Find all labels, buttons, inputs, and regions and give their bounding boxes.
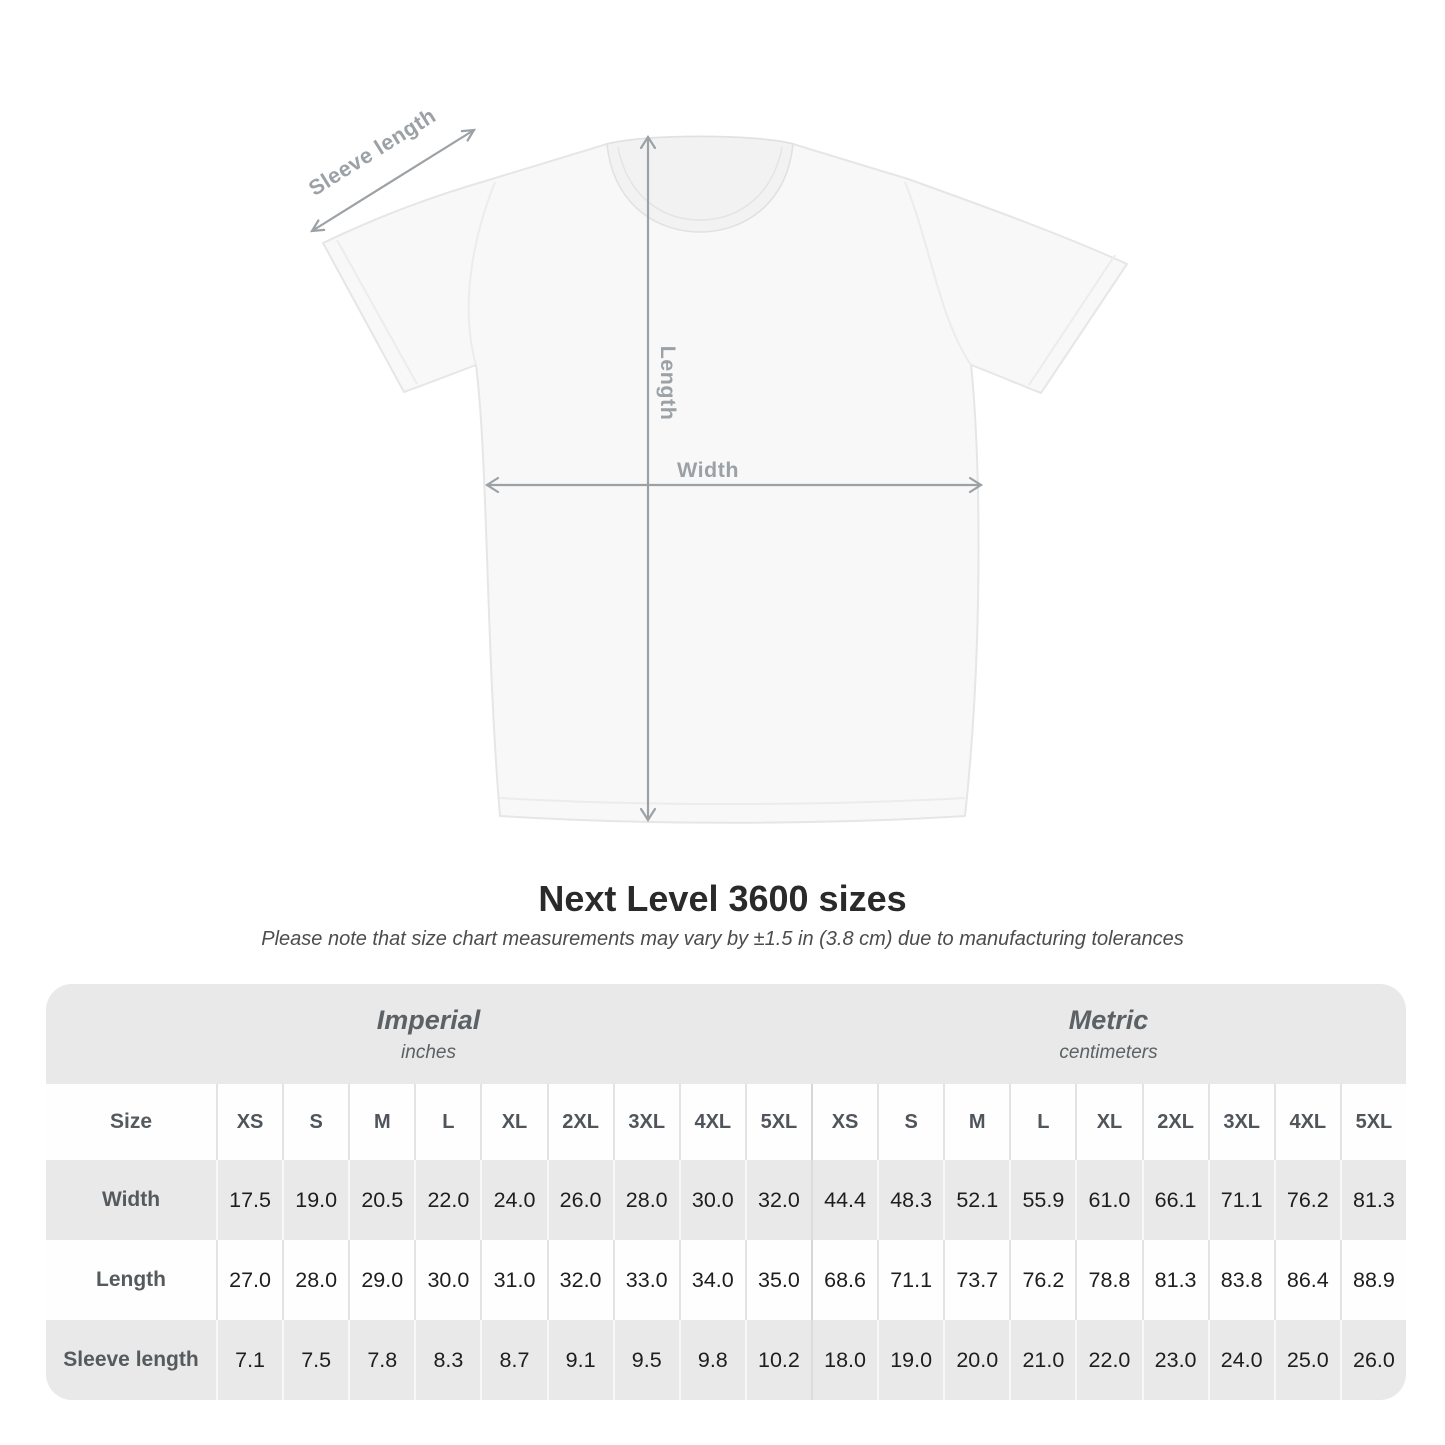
size-header-row (46, 1084, 1406, 1160)
size-cell: XS (216, 1084, 282, 1160)
size-cell: 5XL (1340, 1084, 1406, 1160)
size-table (46, 984, 1406, 1400)
value-cell: 31.0 (480, 1240, 546, 1320)
value-cell: 10.2 (745, 1320, 811, 1400)
value-cell: 8.7 (480, 1320, 546, 1400)
metric-header (811, 984, 1406, 1084)
sleeve-length-label: Sleeve length (304, 103, 441, 201)
value-cell: 78.8 (1075, 1240, 1141, 1320)
value-cell: 23.0 (1142, 1320, 1208, 1400)
value-cell: 19.0 (877, 1320, 943, 1400)
value-cell: 8.3 (414, 1320, 480, 1400)
value-cell: 73.7 (943, 1240, 1009, 1320)
size-table-wrap (46, 984, 1406, 1400)
heading-block (0, 878, 1445, 951)
value-cell: 55.9 (1009, 1160, 1075, 1240)
value-cell: 22.0 (414, 1160, 480, 1240)
value-cell: 44.4 (811, 1160, 877, 1240)
size-column-header: Size (46, 1084, 216, 1160)
value-cell: 27.0 (216, 1240, 282, 1320)
value-cell: 24.0 (480, 1160, 546, 1240)
value-cell: 33.0 (613, 1240, 679, 1320)
value-cell: 30.0 (414, 1240, 480, 1320)
size-table-body (46, 1084, 1406, 1400)
value-cell: 20.0 (943, 1320, 1009, 1400)
value-cell: 24.0 (1208, 1320, 1274, 1400)
value-cell: 76.2 (1009, 1240, 1075, 1320)
width-label: Width (676, 458, 740, 482)
value-cell: 20.5 (348, 1160, 414, 1240)
value-cell: 68.6 (811, 1240, 877, 1320)
value-cell: 48.3 (877, 1160, 943, 1240)
value-cell: 35.0 (745, 1240, 811, 1320)
value-cell: 71.1 (877, 1240, 943, 1320)
value-cell: 22.0 (1075, 1320, 1141, 1400)
value-cell: 66.1 (1142, 1160, 1208, 1240)
table-row (46, 1160, 1406, 1240)
value-cell: 28.0 (613, 1160, 679, 1240)
row-label: Width (46, 1160, 216, 1240)
row-label: Sleeve length (46, 1320, 216, 1400)
metric-label: Metric (1068, 1004, 1149, 1035)
value-cell: 9.8 (679, 1320, 745, 1400)
value-cell: 19.0 (282, 1160, 348, 1240)
value-cell: 7.5 (282, 1320, 348, 1400)
value-cell: 83.8 (1208, 1240, 1274, 1320)
size-cell: XL (1075, 1084, 1141, 1160)
imperial-label: Imperial (376, 1004, 481, 1035)
size-cell: XS (811, 1084, 877, 1160)
value-cell: 81.3 (1142, 1240, 1208, 1320)
size-cell: 3XL (1208, 1084, 1274, 1160)
value-cell: 25.0 (1274, 1320, 1340, 1400)
table-row (46, 1320, 1406, 1400)
value-cell: 52.1 (943, 1160, 1009, 1240)
size-cell: 2XL (547, 1084, 613, 1160)
size-cell: 5XL (745, 1084, 811, 1160)
value-cell: 18.0 (811, 1320, 877, 1400)
value-cell: 21.0 (1009, 1320, 1075, 1400)
size-cell: 3XL (613, 1084, 679, 1160)
value-cell: 61.0 (1075, 1160, 1141, 1240)
value-cell: 76.2 (1274, 1160, 1340, 1240)
size-cell: S (282, 1084, 348, 1160)
value-cell: 9.1 (547, 1320, 613, 1400)
size-cell: 2XL (1142, 1084, 1208, 1160)
value-cell: 7.8 (348, 1320, 414, 1400)
value-cell: 81.3 (1340, 1160, 1406, 1240)
tolerance-note: Please note that size chart measurements may vary by ±1.5 in (3.8 cm) due to manufacturing tolerances (261, 928, 1184, 951)
size-cell: XL (480, 1084, 546, 1160)
value-cell: 30.0 (679, 1160, 745, 1240)
size-cell: S (877, 1084, 943, 1160)
value-cell: 32.0 (547, 1240, 613, 1320)
value-cell: 26.0 (547, 1160, 613, 1240)
value-cell: 17.5 (216, 1160, 282, 1240)
value-cell: 26.0 (1340, 1320, 1406, 1400)
size-cell: L (414, 1084, 480, 1160)
imperial-unit: inches (401, 1041, 456, 1063)
table-row (46, 1240, 1406, 1320)
value-cell: 9.5 (613, 1320, 679, 1400)
page-title: Next Level 3600 sizes (538, 878, 907, 919)
value-cell: 29.0 (348, 1240, 414, 1320)
length-label: Length (656, 345, 680, 421)
metric-unit: centimeters (1059, 1041, 1158, 1063)
value-cell: 71.1 (1208, 1160, 1274, 1240)
value-cell: 7.1 (216, 1320, 282, 1400)
size-cell: L (1009, 1084, 1075, 1160)
size-cell: 4XL (679, 1084, 745, 1160)
value-cell: 86.4 (1274, 1240, 1340, 1320)
value-cell: 88.9 (1340, 1240, 1406, 1320)
size-cell: M (348, 1084, 414, 1160)
value-cell: 28.0 (282, 1240, 348, 1320)
size-cell: M (943, 1084, 1009, 1160)
size-cell: 4XL (1274, 1084, 1340, 1160)
value-cell: 32.0 (745, 1160, 811, 1240)
unit-header-row (46, 984, 1406, 1084)
row-label: Length (46, 1240, 216, 1320)
imperial-header (46, 984, 811, 1084)
value-cell: 34.0 (679, 1240, 745, 1320)
